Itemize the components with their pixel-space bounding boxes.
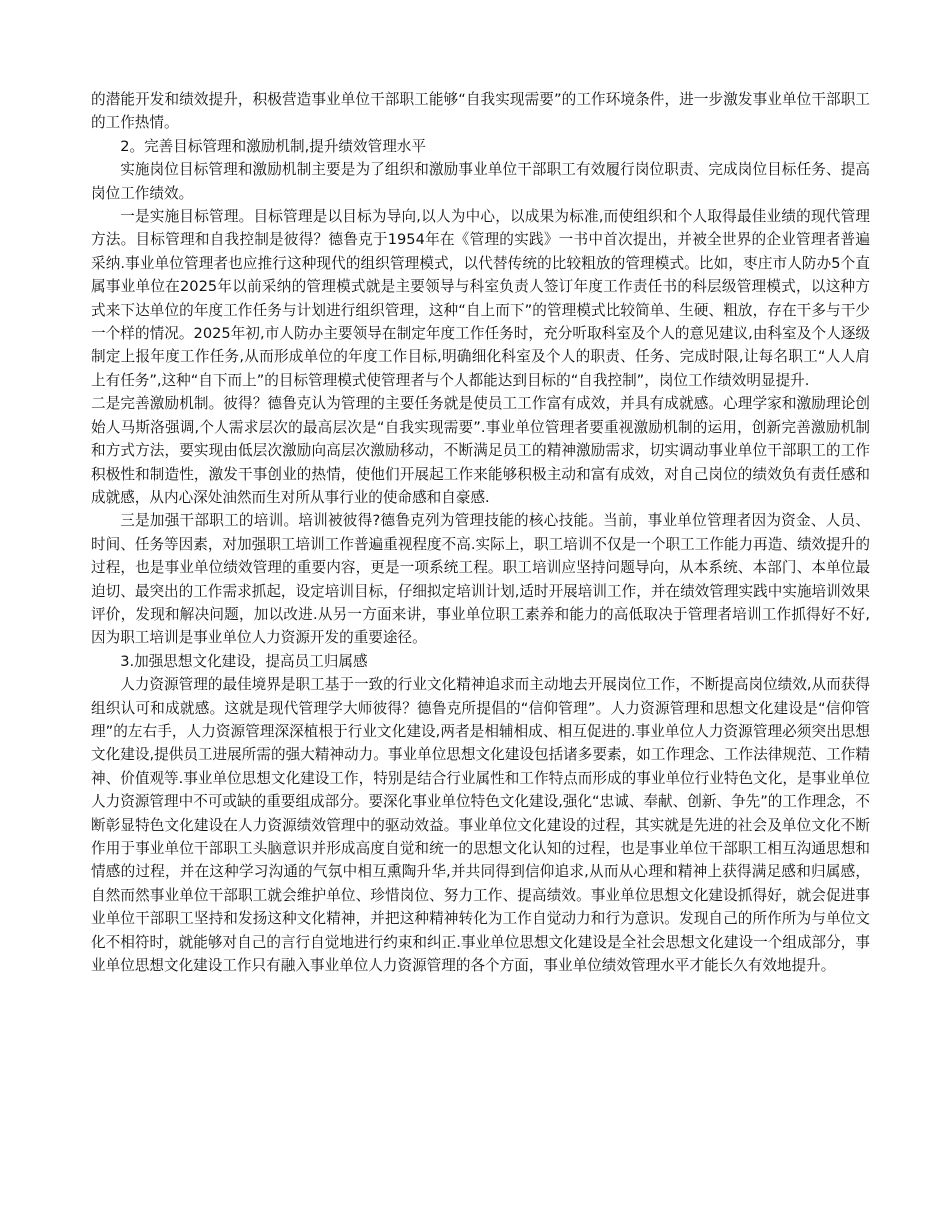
- paragraph-section-2-intro: 实施岗位目标管理和激励机制主要是为了组织和激励事业单位干部职工有效履行岗位职责、完成岗位目标任务、提高岗位工作绩效。: [91, 161, 870, 202]
- section-heading-3: 3.加强思想文化建设，提高员工归属感: [120, 652, 368, 670]
- paragraph-intro-continuation: 的潜能开发和绩效提升，积极营造事业单位干部职工能够“自我实现需要”的工作环境条件，进一步激发事业单位干部职工的工作热情。: [91, 91, 870, 132]
- section-heading-2: 2。完善目标管理和激励机制,提升绩效管理水平: [120, 137, 426, 155]
- paragraph-staff-training: 三是加强干部职工的培训。培训被彼得?德鲁克列为管理技能的核心技能。当前，事业单位管理者因为资金、人员、时间、任务等因素，对加强职工培训工作普遍重视程度不高.实际上，职工培训不仅是一个职工工作能力再造、绩效提升的过程，也是事业单位绩效管理的重要内容，更是一项系统工程。职工培训应坚持问题导向，从本系统、本部门、本单位最迫切、最突出的工作需求抓起，设定培训目标，仔细拟定培训计划,适时开展培训工作，并在绩效管理实践中实施培训效果评价，发现和解决问题，加以改进.从另一方面来讲，事业单位职工素养和能力的高低取决于管理者培训工作抓得好不好,因为职工培训是事业单位人力资源开发的重要途径。: [91, 512, 870, 647]
- paragraph-goal-management: 一是实施目标管理。目标管理是以目标为导向,以人为中心，以成果为标准,而使组织和个人取得最佳业绩的现代管理方法。目标管理和自我控制是彼得？德鲁克于1954年在《管理的实践》一书中首次提出，并被全世界的企业管理者普遍采纳.事业单位管理者也应推行这种现代的组织管理模式，以代替传统的比较粗放的管理模式。比如，枣庄市人防办5个直属事业单位在2025年以前采纳的管理模式就是主要领导与科室负责人签订年度工作责任书的科层级管理模式，以这种方式来下达单位的年度工作任务与计划进行组织管理，这种“自上而下”的管理模式比较简单、生硬、粗放，存在干多与干少一个样的情况。2025年初,市人防办主要领导在制定年度工作任务时，充分听取科室及个人的意见建议,由科室及个人逐级制定上报年度工作任务,从而形成单位的年度工作目标,明确细化科室及个人的职责、任务、完成时限,让每名职工“人人肩上有任务”,这种“自下而上”的目标管理模式使管理者与个人都能达到目标的“自我控制”，岗位工作绩效明显提升.: [91, 208, 870, 389]
- paragraph-culture-building: 人力资源管理的最佳境界是职工基于一致的行业文化精神追求而主动地去开展岗位工作，不断提高岗位绩效,从而获得组织认可和成就感。这就是现代管理学大师彼得？德鲁克所提倡的“信仰管理”。人力资源管理和思想文化建设是“信仰管理”的左右手，人力资源管理深深植根于行业文化建设,两者是相辅相成、相互促进的.事业单位人力资源管理必须突出思想文化建设,提供员工进展所需的强大精神动力。事业单位思想文化建设包括诸多要素，如工作理念、工作法律规范、工作精神、价值观等.事业单位思想文化建设工作，特别是结合行业属性和工作特点而形成的事业单位行业特色文化，是事业单位人力资源管理中不可或缺的重要组成部分。要深化事业单位特色文化建设,强化“忠诚、奉献、创新、争先”的工作理念，不断彰显特色文化建设在人力资源绩效管理中的驱动效益。事业单位文化建设的过程，其实就是先进的社会及单位文化不断作用于事业单位干部职工头脑意识并形成高度自觉和统一的思想文化认知的过程，也是事业单位干部职工相互沟通思想和情感的过程，并在这种学习沟通的气氛中相互熏陶升华,并共同得到信仰追求,从而从心理和精神上获得满足感和归属感，自然而然事业单位干部职工就会维护单位、珍惜岗位、努力工作、提高绩效。事业单位思想文化建设抓得好，就会促进事业单位干部职工坚持和发扬这种文化精神，并把这种精神转化为工作自觉动力和行为意识。发现自己的所作所为与单位文化不相符时，就能够对自己的言行自觉地进行约束和纠正.事业单位思想文化建设是全社会思想文化建设一个组成部分，事业单位思想文化建设工作只有融入事业单位人力资源管理的各个方面，事业单位绩效管理水平才能长久有效地提升。: [91, 676, 870, 975]
- paragraph-incentive-mechanism: 二是完善激励机制。彼得？德鲁克认为管理的主要任务就是使员工工作富有成效，并具有成就感。心理学家和激励理论创始人马斯洛强调,个人需求层次的最高层次是“自我实现需要”.事业单位管理者要重视激励机制的运用，创新完善激励机制和方式方法，要实现由低层次激励向高层次激励移动，不断满足员工的精神激励需求，切实调动事业单位干部职工的工作积极性和制造性，激发干事创业的热情，使他们开展起工作来能够积极主动和富有成效，对自己岗位的绩效负有责任感和成就感，从内心深处油然而生对所从事行业的使命感和自豪感.: [91, 395, 870, 506]
